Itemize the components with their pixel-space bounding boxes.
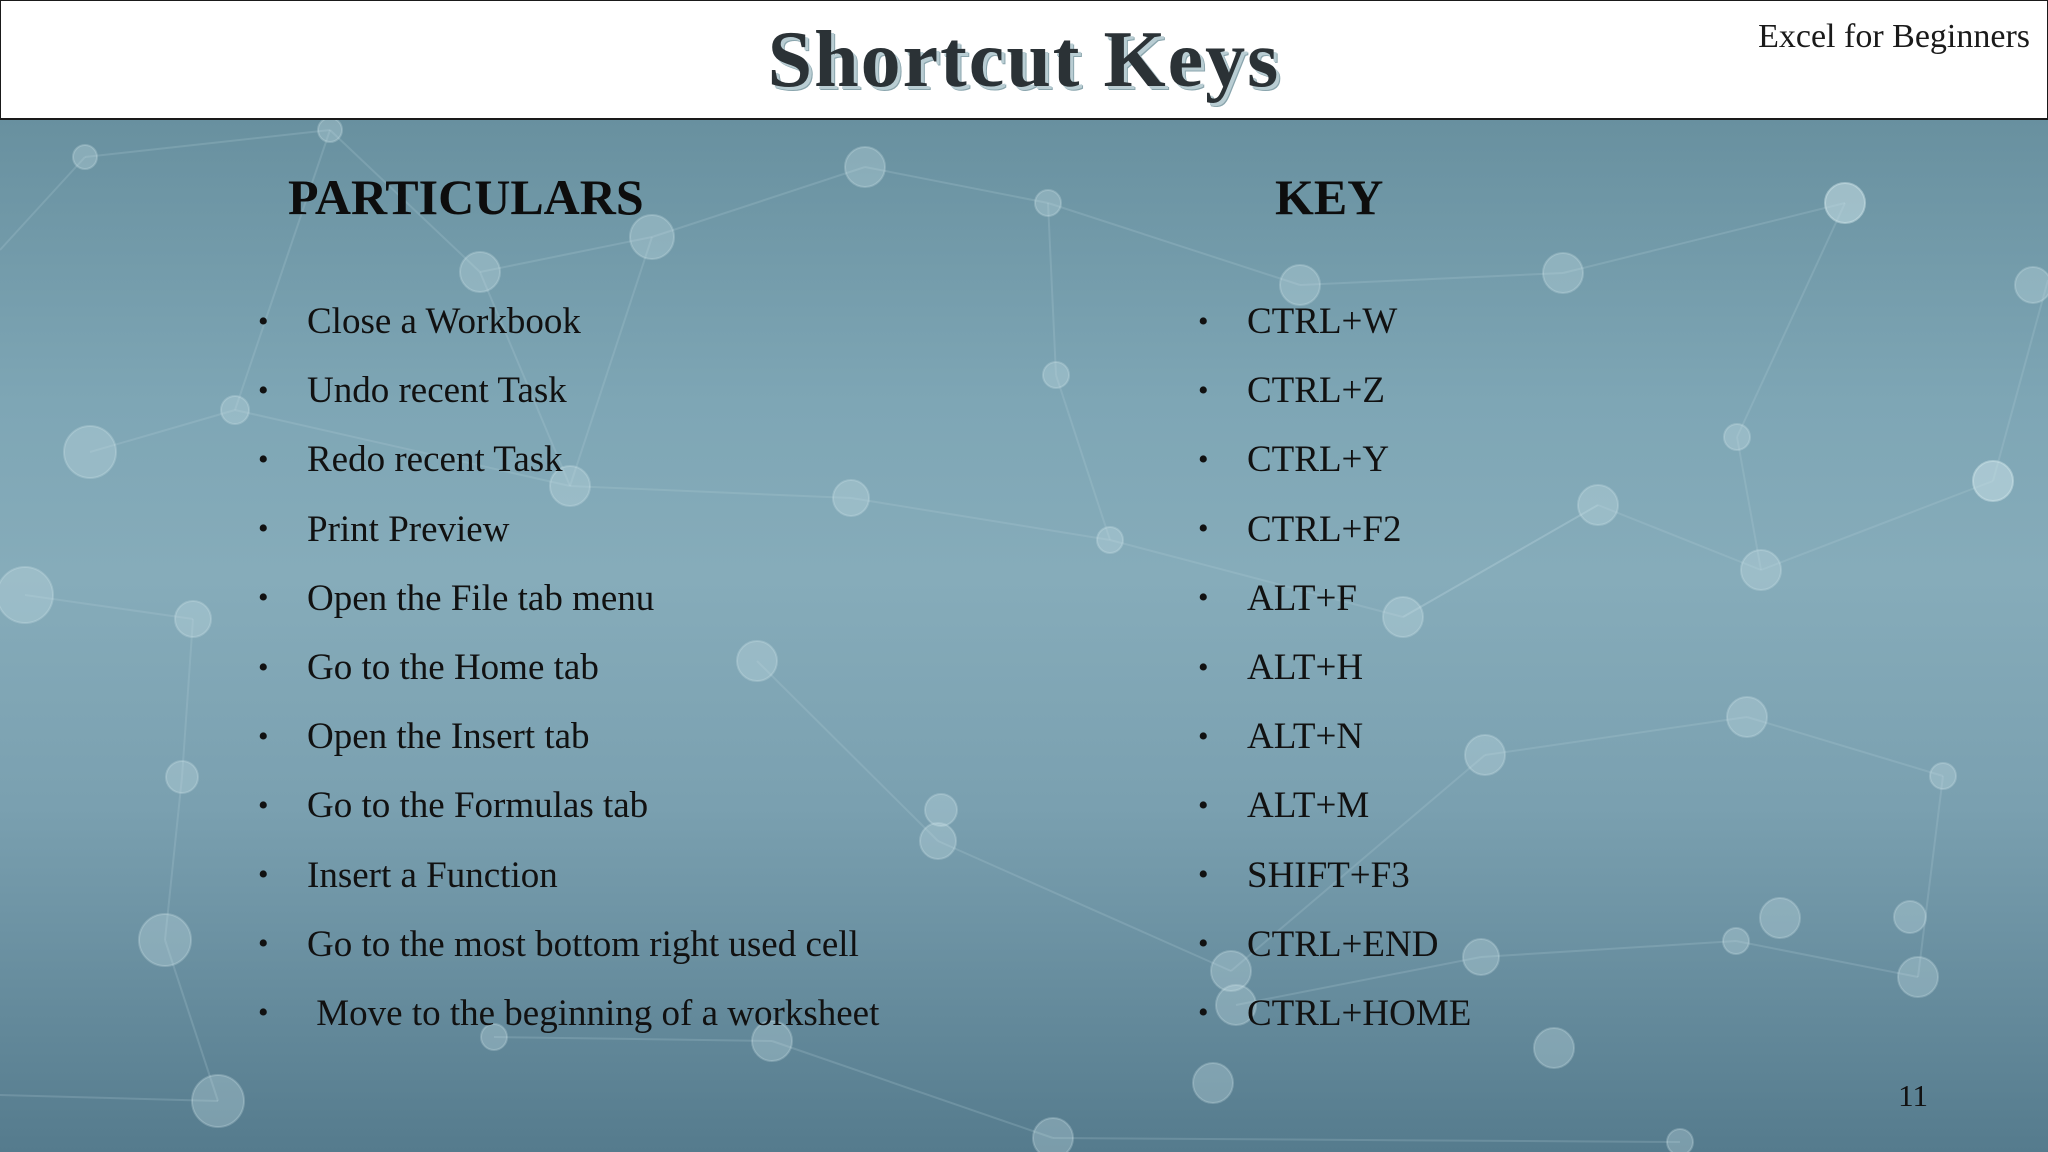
particular-text: Go to the Formulas tab (307, 785, 649, 827)
list-item (1198, 841, 1798, 910)
course-label: Excel for Beginners (1758, 18, 2030, 55)
bullet-icon: • (1198, 927, 1209, 961)
list-item (258, 979, 1078, 1048)
list-item (1198, 979, 1798, 1048)
particular-text: Move to the beginning of a worksheet (307, 992, 880, 1034)
particular-text: Open the Insert tab (307, 716, 590, 758)
list-item (1198, 564, 1798, 633)
list-item (258, 633, 1078, 702)
bullet-icon: • (1198, 512, 1209, 546)
key-text: CTRL+Y (1247, 439, 1390, 481)
list-item (1198, 771, 1798, 840)
list-item (258, 910, 1078, 979)
key-text: CTRL+F2 (1247, 508, 1402, 550)
list-item (1198, 356, 1798, 425)
key-text: SHIFT+F3 (1247, 854, 1410, 896)
list-item (258, 564, 1078, 633)
key-text: CTRL+W (1247, 301, 1398, 343)
list-item (258, 702, 1078, 771)
list-item (258, 841, 1078, 910)
particular-text: Insert a Function (307, 854, 558, 896)
bullet-icon: • (258, 996, 269, 1030)
key-text: CTRL+Z (1247, 370, 1386, 412)
bullet-icon: • (258, 373, 269, 407)
particular-text: Close a Workbook (307, 301, 581, 343)
list-item (1198, 910, 1798, 979)
bullet-icon: • (258, 858, 269, 892)
bullet-icon: • (1198, 858, 1209, 892)
particular-text: Go to the Home tab (307, 647, 599, 689)
particular-text: Redo recent Task (307, 439, 563, 481)
key-text: CTRL+END (1247, 923, 1439, 965)
list-item (258, 771, 1078, 840)
bullet-icon: • (1198, 996, 1209, 1030)
bullet-icon: • (258, 581, 269, 615)
bullet-icon: • (1198, 373, 1209, 407)
list-item (1198, 287, 1798, 356)
bullet-icon: • (1198, 442, 1209, 476)
list-item (258, 425, 1078, 494)
bullet-icon: • (258, 788, 269, 822)
bullet-icon: • (1198, 788, 1209, 822)
key-text: ALT+M (1247, 785, 1370, 827)
bullet-icon: • (1198, 304, 1209, 338)
list-item (258, 356, 1078, 425)
bullet-icon: • (258, 719, 269, 753)
key-text: CTRL+HOME (1247, 992, 1472, 1034)
list-item (1198, 702, 1798, 771)
keys-list (1198, 287, 1798, 1048)
particulars-heading: PARTICULARS (288, 169, 644, 225)
list-item (1198, 495, 1798, 564)
list-item (1198, 633, 1798, 702)
key-text: ALT+F (1247, 577, 1357, 619)
particular-text: Undo recent Task (307, 370, 567, 412)
particular-text: Open the File tab menu (307, 577, 655, 619)
slide-title: Shortcut Keys (767, 16, 1281, 104)
bullet-icon: • (1198, 719, 1209, 753)
page-number: 11 (1898, 1078, 1928, 1113)
bullet-icon: • (258, 927, 269, 961)
bullet-icon: • (258, 442, 269, 476)
list-item (1198, 425, 1798, 494)
bullet-icon: • (258, 650, 269, 684)
bullet-icon: • (258, 512, 269, 546)
list-item (258, 495, 1078, 564)
particular-text: Go to the most bottom right used cell (307, 923, 859, 965)
bullet-icon: • (258, 304, 269, 338)
particulars-list (258, 287, 1078, 1048)
list-item (258, 287, 1078, 356)
bullet-icon: • (1198, 581, 1209, 615)
key-heading: KEY (1275, 169, 1384, 225)
particular-text: Print Preview (307, 508, 510, 550)
key-text: ALT+H (1247, 647, 1364, 689)
key-text: ALT+N (1247, 716, 1364, 758)
bullet-icon: • (1198, 650, 1209, 684)
